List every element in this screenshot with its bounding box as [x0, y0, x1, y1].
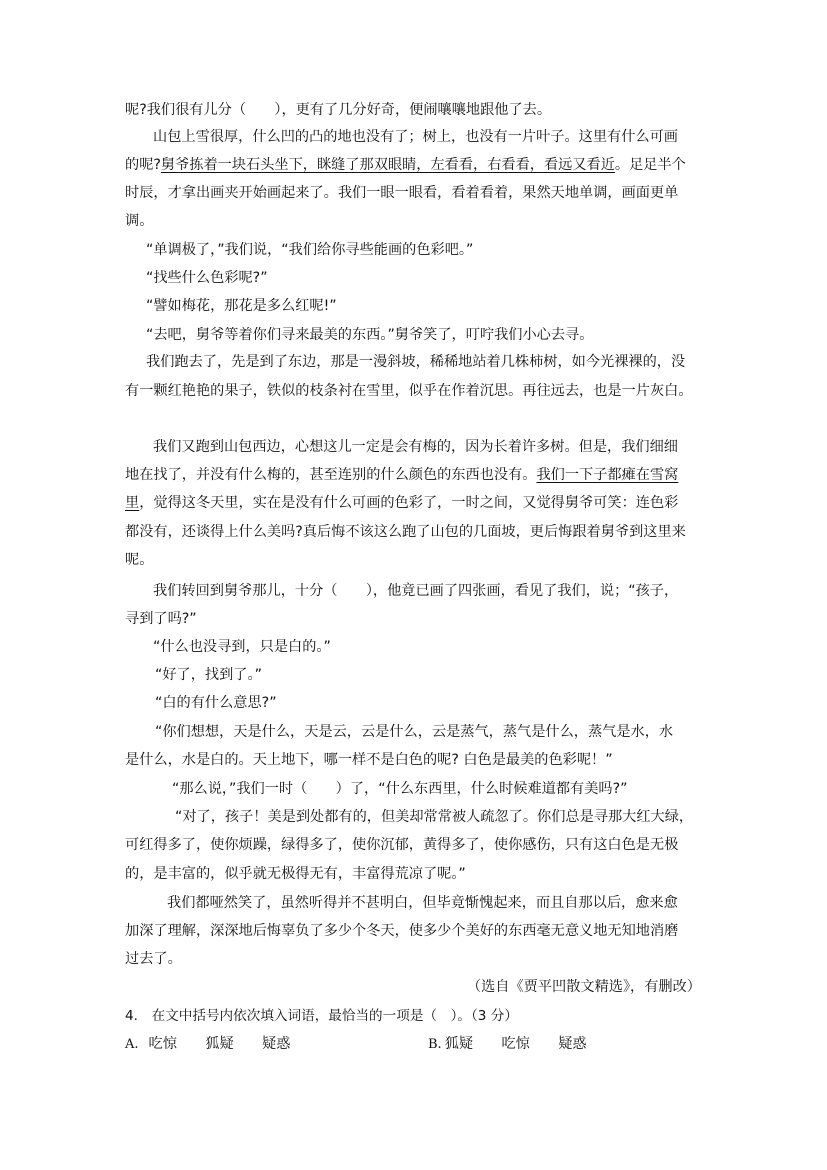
paragraph-line: 调。	[125, 213, 154, 229]
underlined-sentence: 我们一下子都瘫在雪窝	[536, 467, 679, 483]
paragraph-line: 我们又跑到山包西边，心想这儿一定是会有梅的，因为长着许多树。但是，我们细细	[153, 439, 678, 455]
option-b	[428, 1034, 587, 1055]
dialogue-line: “那么说，”我们一时（ ）了，“什么东西里，什么时候难道都有美吗?”	[172, 781, 628, 797]
text-run: 的呢?	[125, 157, 161, 173]
option-a-text: 吃惊 狐疑 疑惑	[148, 1036, 291, 1052]
option-a-label: A.	[125, 1037, 139, 1052]
paragraph-line: 可红得多了，使你烦躁，绿得多了，使你沉郁，黄得多了，使你感伤，只有这白色是无极	[125, 837, 679, 853]
paragraph-line	[125, 465, 678, 485]
paragraph-line: 的，是丰富的，似乎就无极得无有，丰富得荒凉了呢。”	[125, 866, 466, 882]
dialogue-line: “单调极了，”我们说，“我们给你寻些能画的色彩吧。”	[146, 242, 474, 258]
underlined-sentence: 里	[125, 495, 140, 511]
paragraph-line: 过去了。	[125, 951, 182, 967]
source-citation: （选自《贾平凹散文精选》，有删改）	[466, 979, 701, 995]
text-run: 。足足半个	[614, 157, 686, 173]
dialogue-line: “什么也没寻到，只是白的。”	[153, 639, 331, 655]
question-stem: 4. 在文中括号内依次填入词语，最恰当的一项是（ ）。（3 分）	[125, 1008, 518, 1024]
paragraph-line	[125, 493, 678, 513]
paragraph-line: “你们想想，天是什么，天是云，云是什么，云是蒸气，蒸气是什么，蒸气是水，水	[155, 724, 674, 740]
dialogue-line: “譬如梅花，那花是多么红呢!”	[146, 298, 337, 314]
paragraph-line: 我们跑去了，先是到了东边，那是一漫斜坡，稀稀地站着几株柿树，如今光裸裸的，没	[146, 354, 686, 370]
paragraph-line: “对了，孩子！美是到处都有的，但美却常常被人疏忽了。你们总是寻那大红大绿，	[175, 809, 694, 825]
text-run: ，觉得这冬天里，实在是没有什么可画的色彩了，一时之间，又觉得舅爷可笑：连色彩	[139, 495, 679, 511]
paragraph-line: 我们都哑然笑了，虽然听得并不甚明白，但毕竟惭愧起来，而且自那以后，愈来愈	[167, 895, 678, 911]
option-b-text: 狐疑 吃惊 疑惑	[444, 1036, 587, 1052]
paragraph-line: 是什么，水是白的。天上地下，哪一样不是白色的呢? 白色是最美的色彩呢！”	[125, 752, 613, 768]
option-a	[125, 1034, 290, 1055]
paragraph-line: 加深了理解，深深地后悔辜负了多少个冬天，使多少个美好的东西毫无意义地无知地消磨	[125, 923, 679, 939]
underlined-sentence: 舅爷拣着一块石头坐下，眯缝了那双眼睛，左看看，右看看，看远又看近	[160, 157, 615, 173]
dialogue-line: “白的有什么意思?”	[155, 695, 277, 711]
paragraph-line: 寻到了吗?”	[125, 611, 197, 627]
paragraph-line: 都没有，还谈得上什么美吗?真后悔不该这么跑了山包的几面坡，更后悔跟着舅爷到这里来	[125, 524, 686, 540]
dialogue-line: “去吧，舅爷等着你们寻来最美的东西。”舅爷笑了，叮咛我们小心去寻。	[146, 327, 594, 343]
paragraph-line: 我们转回到舅爷那儿，十分（ ），他竟已画了四张画，看见了我们，说；“孩子，	[153, 583, 679, 599]
text-run: 地在找了，并没有什么梅的，甚至连别的什么颜色的东西也没有。	[125, 467, 537, 483]
paragraph-line: 呢?我们很有儿分（ ），更有了几分好奇，便闹嚷嚷地跟他了去。	[125, 102, 552, 118]
dialogue-line: “找些什么色彩呢?”	[146, 270, 268, 286]
paragraph-line: 时辰，才拿出画夹开始画起来了。我们一眼一眼看，看着看着，果然天地单调，画面更单	[125, 185, 679, 201]
option-b-label: B.	[428, 1037, 442, 1052]
dialogue-line: “好了，找到了。”	[155, 667, 262, 683]
paragraph-line: 山包上雪很厚，什么凹的凸的地也没有了；树上，也没有一片叶子。这里有什么可画	[153, 129, 678, 145]
paragraph-line	[125, 155, 686, 175]
paragraph-line: 呢。	[125, 552, 154, 568]
paragraph-line: 有一颗红艳艳的果子，铁似的枝条衬在雪里，似乎在作着沉思。再往远去，也是一片灰白。	[125, 383, 693, 399]
